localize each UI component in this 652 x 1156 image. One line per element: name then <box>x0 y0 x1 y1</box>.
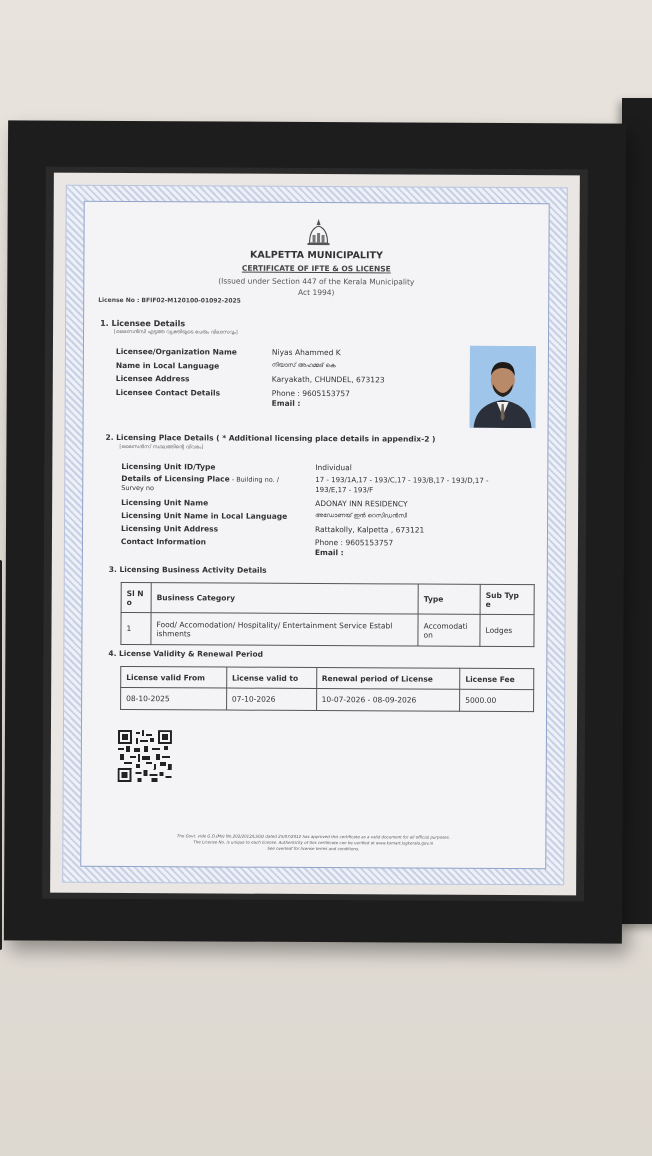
footer-line3: See overleaf for license terms and conditions. <box>267 845 360 852</box>
table-header-cell: Business Category <box>151 583 418 614</box>
unit-name-value: ADONAY INN RESIDENCY <box>315 499 408 509</box>
licensee-address-value: Karyakath, CHUNDEL, 673123 <box>271 374 385 385</box>
place-email-value: Email : <box>314 547 344 558</box>
section-activity-heading: 3. Licensing Business Activity Details <box>108 564 267 575</box>
place-details-label-line1 <box>121 475 279 484</box>
activity-table <box>120 582 534 647</box>
footer-line2: The License No. is unique to each license. Authenticity of this certificate can be verified at www.ksmart.lsgkerala.gov.in <box>193 839 434 846</box>
qr-code-icon <box>118 730 172 782</box>
unit-address-label: Licensing Unit Address <box>120 523 219 534</box>
licensee-address-label: Licensee Address <box>115 373 190 384</box>
footer-line1: The Govt. vide G.O.(Ms) No.202/2012/LSGD dated 25/07/2012 has approved this certificate as a valid document for all official purposes. <box>176 833 450 840</box>
licensee-phone-value: Phone : 9605153757 <box>271 388 350 399</box>
licensee-name-value: Niyas Ahammed K <box>271 347 341 358</box>
unit-name-label: Licensing Unit Name <box>121 497 209 508</box>
unit-local-name-label: Licensing Unit Name in Local Language <box>121 510 288 521</box>
unit-address-value: Rattakolly, Kalpetta , 673121 <box>314 525 425 535</box>
certificate-paper <box>80 201 549 869</box>
licensee-local-name-label: Name in Local Language <box>115 360 220 371</box>
table-cell: 08-10-2025 <box>121 687 227 710</box>
licensee-name-label: Licensee/Organization Name <box>115 346 237 357</box>
license-number: License No : BFIF02-M120100-01092-2025 <box>98 296 241 305</box>
contact-info-label: Contact Information <box>120 536 207 547</box>
table-header-cell: Type <box>418 584 480 614</box>
table-header-cell: Renewal period of License <box>316 668 460 690</box>
table-header-cell: License Fee <box>460 668 534 689</box>
licensee-contact-label: Licensee Contact Details <box>115 387 221 398</box>
municipality-emblem-icon <box>305 217 331 247</box>
table-header-cell: Sl N o <box>121 582 151 612</box>
unit-id-label: Licensing Unit ID/Type <box>121 461 216 472</box>
table-cell: Accomodati on <box>418 614 480 646</box>
table-cell: 5000.00 <box>460 689 534 711</box>
table-row <box>121 687 534 711</box>
unit-id-value: Individual <box>315 463 352 473</box>
validity-table <box>120 666 534 712</box>
section-licensee-heading: 1. Licensee Details <box>100 318 186 329</box>
licensee-email-value: Email : <box>271 398 301 408</box>
section-place-heading: 2. Licensing Place Details ( * Additional licensing place details in appendix-2 ) <box>105 432 436 444</box>
place-details-sub2: Survey no <box>121 483 155 493</box>
licensee-local-name-value: നിയാസ് അഹമ്മദ് കെ <box>271 361 336 370</box>
table-header-cell: License valid From <box>121 666 227 688</box>
picture-frame <box>4 120 626 943</box>
licensee-photo <box>470 346 536 428</box>
person-portrait-icon <box>470 346 536 428</box>
certificate-title: CERTIFICATE OF IFTE & OS LICENSE <box>241 263 391 274</box>
section-place-heading-local: [ലൈസൻസ് സ്ഥലത്തിന്റെ വിവരം] <box>119 443 204 451</box>
table-cell: 10-07-2026 - 08-09-2026 <box>316 689 460 712</box>
municipality-name: KALPETTA MUNICIPALITY <box>249 249 383 262</box>
issued-under-line1: (Issued under Section 447 of the Kerala Municipality <box>218 276 415 287</box>
place-phone-value: Phone : 9605153757 <box>314 537 394 548</box>
unit-local-name-value: അഡോണയ് ഇൻ റെസിഡൻസി <box>315 512 408 520</box>
place-details-sub: - Building no. / <box>229 475 279 484</box>
place-details-value-line1: 17 - 193/1A,17 - 193/C,17 - 193/B,17 - 193/D,17 - <box>315 476 489 485</box>
table-header-cell: Sub Typ e <box>480 584 534 614</box>
table-row <box>121 666 534 689</box>
table-cell: Food/ Accomodation/ Hospitality/ Entertainment Service Establ ishments <box>151 613 418 646</box>
table-header-cell: License valid to <box>226 667 316 688</box>
issued-under-line2: Act 1994) <box>297 287 335 298</box>
section-validity-heading: 4. License Validity & Renewal Period <box>108 648 264 659</box>
table-cell: 07-10-2026 <box>226 688 316 710</box>
table-row <box>121 612 534 646</box>
table-cell: 1 <box>121 612 151 644</box>
adjacent-frame-edge-left <box>0 560 2 950</box>
table-row <box>121 582 534 614</box>
place-details-value-line2: 193/E,17 - 193/F <box>315 486 374 495</box>
adjacent-frame-right <box>622 98 652 924</box>
place-details-label: Details of Licensing Place <box>121 473 230 484</box>
table-cell: Lodges <box>480 614 534 646</box>
section-licensee-heading-local: [ലൈസൻസി എടുത്ത വ്യക്തിയുടെ പേരും വിലാസവും] <box>114 328 238 336</box>
